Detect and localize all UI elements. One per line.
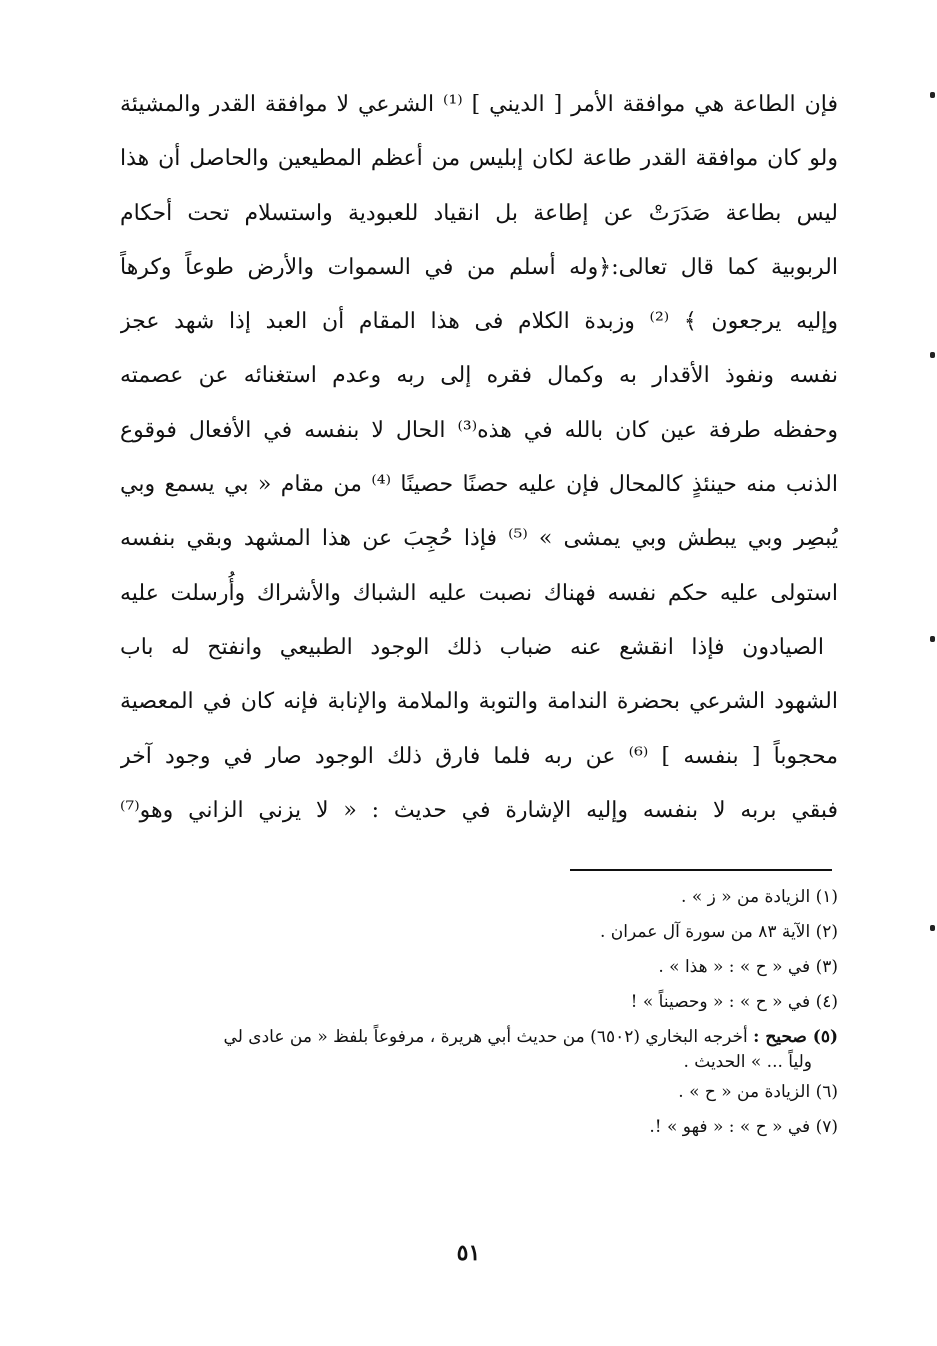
text-line: فبقي بربه لا بنفسه وإليه الإشارة في حديث : « لا يزني الزاني وهو⁽⁷⁾	[120, 797, 838, 823]
text-line: الذنب منه حينئذٍ كالمحال فإن عليه حصنًا حصينًا ⁽⁴⁾ من مقام « بي يسمع وبي	[120, 472, 838, 498]
footnote-3: (٣) في « ح » : « هذا » .	[658, 957, 838, 977]
footnote-2: (٢) الآية ٨٣ من سورة آل عمران .	[599, 922, 838, 942]
text-line: الربوبية كما قال تعالى:﴿وله أسلم من في السموات والأرض طوعاً وكرهاً	[120, 254, 838, 280]
margin-mark	[930, 636, 935, 642]
footnote-5-continuation: ولياً ... » الحديث .	[683, 1052, 812, 1072]
text-line: ولو كان موافقة القدر طاعة لكان إبليس من أعظم المطيعين والحاصل أن هذا	[120, 146, 838, 172]
footnote-5-text: أخرجه البخاري (٦٥٠٢) من حديث أبي هريرة ، مرفوعاً بلفظ « من عادى لي	[223, 1027, 748, 1047]
main-text	[120, 78, 838, 838]
text-line: فإن الطاعة هي موافقة الأمر [ الديني ] ⁽¹⁾ الشرعي لا موافقة القدر والمشيئة	[120, 92, 838, 117]
text-line: الصيادون فإذا انقشع عنه ضباب ذلك الوجود الطبيعي وانفتح له باب	[120, 634, 824, 660]
text-line: استولى عليه حكم نفسه فهناك نصبت عليه الشباك والأشراك وأُرسلت عليه	[120, 580, 838, 606]
footnote-separator	[570, 869, 832, 871]
text-line: يُبصِر وبي يبطش وبي يمشى » ⁽⁵⁾ فإذا حُجِبَ عن هذا المشهد وبقي بنفسه	[120, 526, 838, 552]
footnote-6: (٦) الزيادة من « ح » .	[678, 1082, 838, 1102]
text-line: وحفظه طرفة عين كان بالله في هذه⁽³⁾ الحال لا بنفسه في الأفعال فوقوع	[120, 417, 838, 443]
margin-mark	[930, 92, 935, 98]
footnote-4: (٤) في « ح » : « وحصيناً » !	[630, 992, 838, 1012]
footnotes	[110, 880, 838, 1145]
footnote-1: (١) الزيادة من « ز » .	[681, 887, 838, 907]
footnote-5-label: (٥) صحيح :	[753, 1027, 838, 1047]
text-line: نفسه ونفوذ الأقدار به وكمال فقره إلى ربه وعدم استغنائه عن عصمته	[120, 363, 838, 389]
margin-mark	[930, 352, 935, 358]
footnote-5	[110, 1020, 838, 1075]
text-line: الشهود الشرعي بحضرة الندامة والتوبة والملامة والإنابة فإنه كان في المعصية	[120, 689, 838, 715]
footnote-7: (٧) في « ح » : « فهو » !.	[649, 1117, 838, 1137]
text-line: محجوباً [ بنفسه ] ⁽⁶⁾ عن ربه فلما فارق ذلك الوجود صار في وجود آخر	[120, 743, 838, 769]
margin-mark	[930, 925, 935, 931]
page-number: ٥١	[456, 1240, 481, 1266]
text-line: وإليه يرجعون ﴾ ⁽²⁾ وزبدة الكلام فى هذا المقام أن العبد إذا شهد عجز	[120, 309, 838, 335]
text-line: ليس بطاعة صَدَرَتْ عن إطاعة بل انقياد للعبودية واستسلام تحت أحكام	[120, 200, 838, 226]
